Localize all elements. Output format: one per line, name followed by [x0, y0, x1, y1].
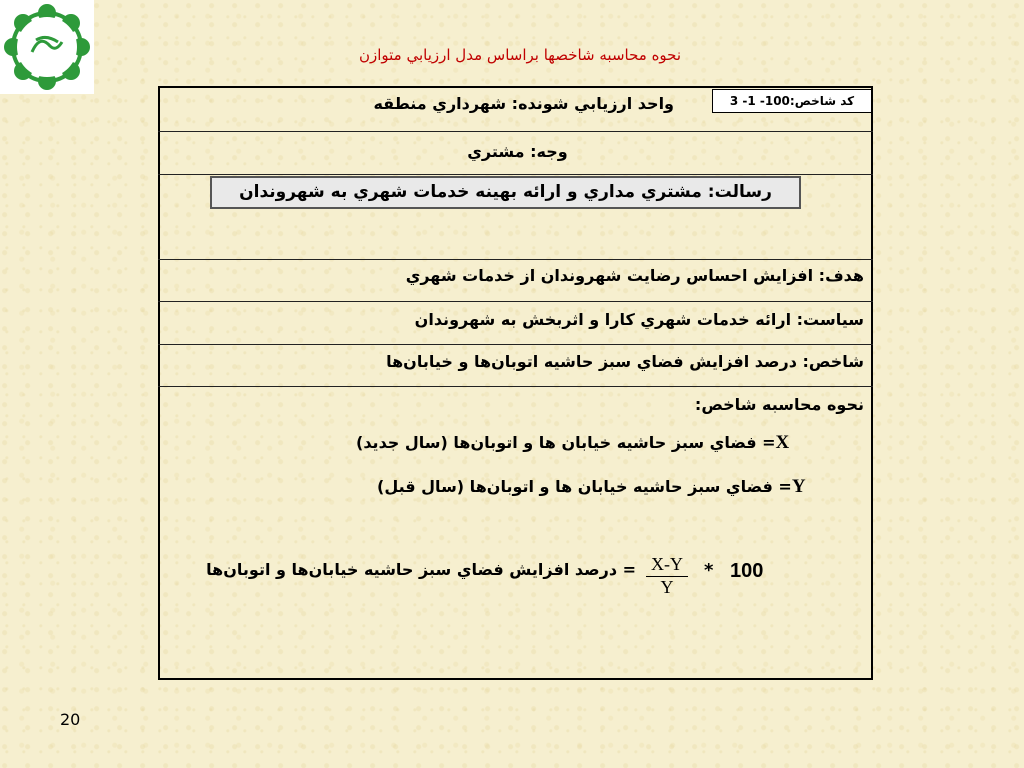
formula-label: = درصد افزايش فضاي سبز حاشيه خيابان‌ها و اتوبان‌ها — [206, 560, 636, 579]
fraction-denominator: Y — [660, 577, 674, 597]
y-definition-line — [377, 476, 806, 498]
page-number: 20 — [60, 710, 81, 729]
mission-text: رسالت: مشتري مداري و ارائه بهينه خدمات شهري به شهروندان — [239, 182, 772, 202]
x-definition: = فضاي سبز حاشيه خيابان ها و اتوبان‌ها (سال جديد) — [356, 433, 776, 452]
logo-icon — [0, 0, 94, 94]
y-definition: = فضاي سبز حاشيه خيابان ها و اتوبان‌ها (سال قبل) — [377, 477, 792, 496]
row-divider — [158, 131, 873, 132]
code-label: كد شاخص: — [789, 94, 855, 108]
multiply-sign: * — [704, 560, 714, 581]
goal: هدف: افزايش احساس رضايت شهروندان از خدمات شهري — [405, 266, 864, 285]
row-divider — [158, 259, 873, 260]
mission-box — [210, 176, 801, 209]
aspect: وجه: مشتري — [467, 142, 568, 161]
calculation-heading: نحوه محاسبه شاخص: — [694, 395, 864, 414]
x-definition-line — [356, 432, 789, 454]
indicator-name: شاخص: درصد افزايش فضاي سبز حاشيه اتوبان‌ها و خيابان‌ها — [386, 352, 864, 371]
x-symbol: X — [775, 432, 790, 453]
row-divider — [158, 344, 873, 345]
row-divider — [158, 386, 873, 387]
fraction-numerator: X-Y — [646, 554, 688, 577]
tehran-municipality-logo — [0, 0, 94, 94]
indicator-code-box — [712, 89, 872, 113]
policy: سياست: ارائه خدمات شهري كارا و اثربخش به شهروندان — [414, 310, 864, 329]
row-divider — [158, 301, 873, 302]
code-value: 3 -1 -100 — [729, 94, 790, 108]
y-symbol: Y — [791, 476, 806, 497]
evaluated-unit: واحد ارزيابي شونده: شهرداري منطقه — [373, 94, 674, 113]
factor-100: 100 — [730, 560, 764, 582]
formula-fraction — [646, 554, 688, 598]
row-divider — [158, 174, 873, 175]
slide-title: نحوه محاسبه شاخصها براساس مدل ارزيابي متوازن — [358, 46, 682, 64]
